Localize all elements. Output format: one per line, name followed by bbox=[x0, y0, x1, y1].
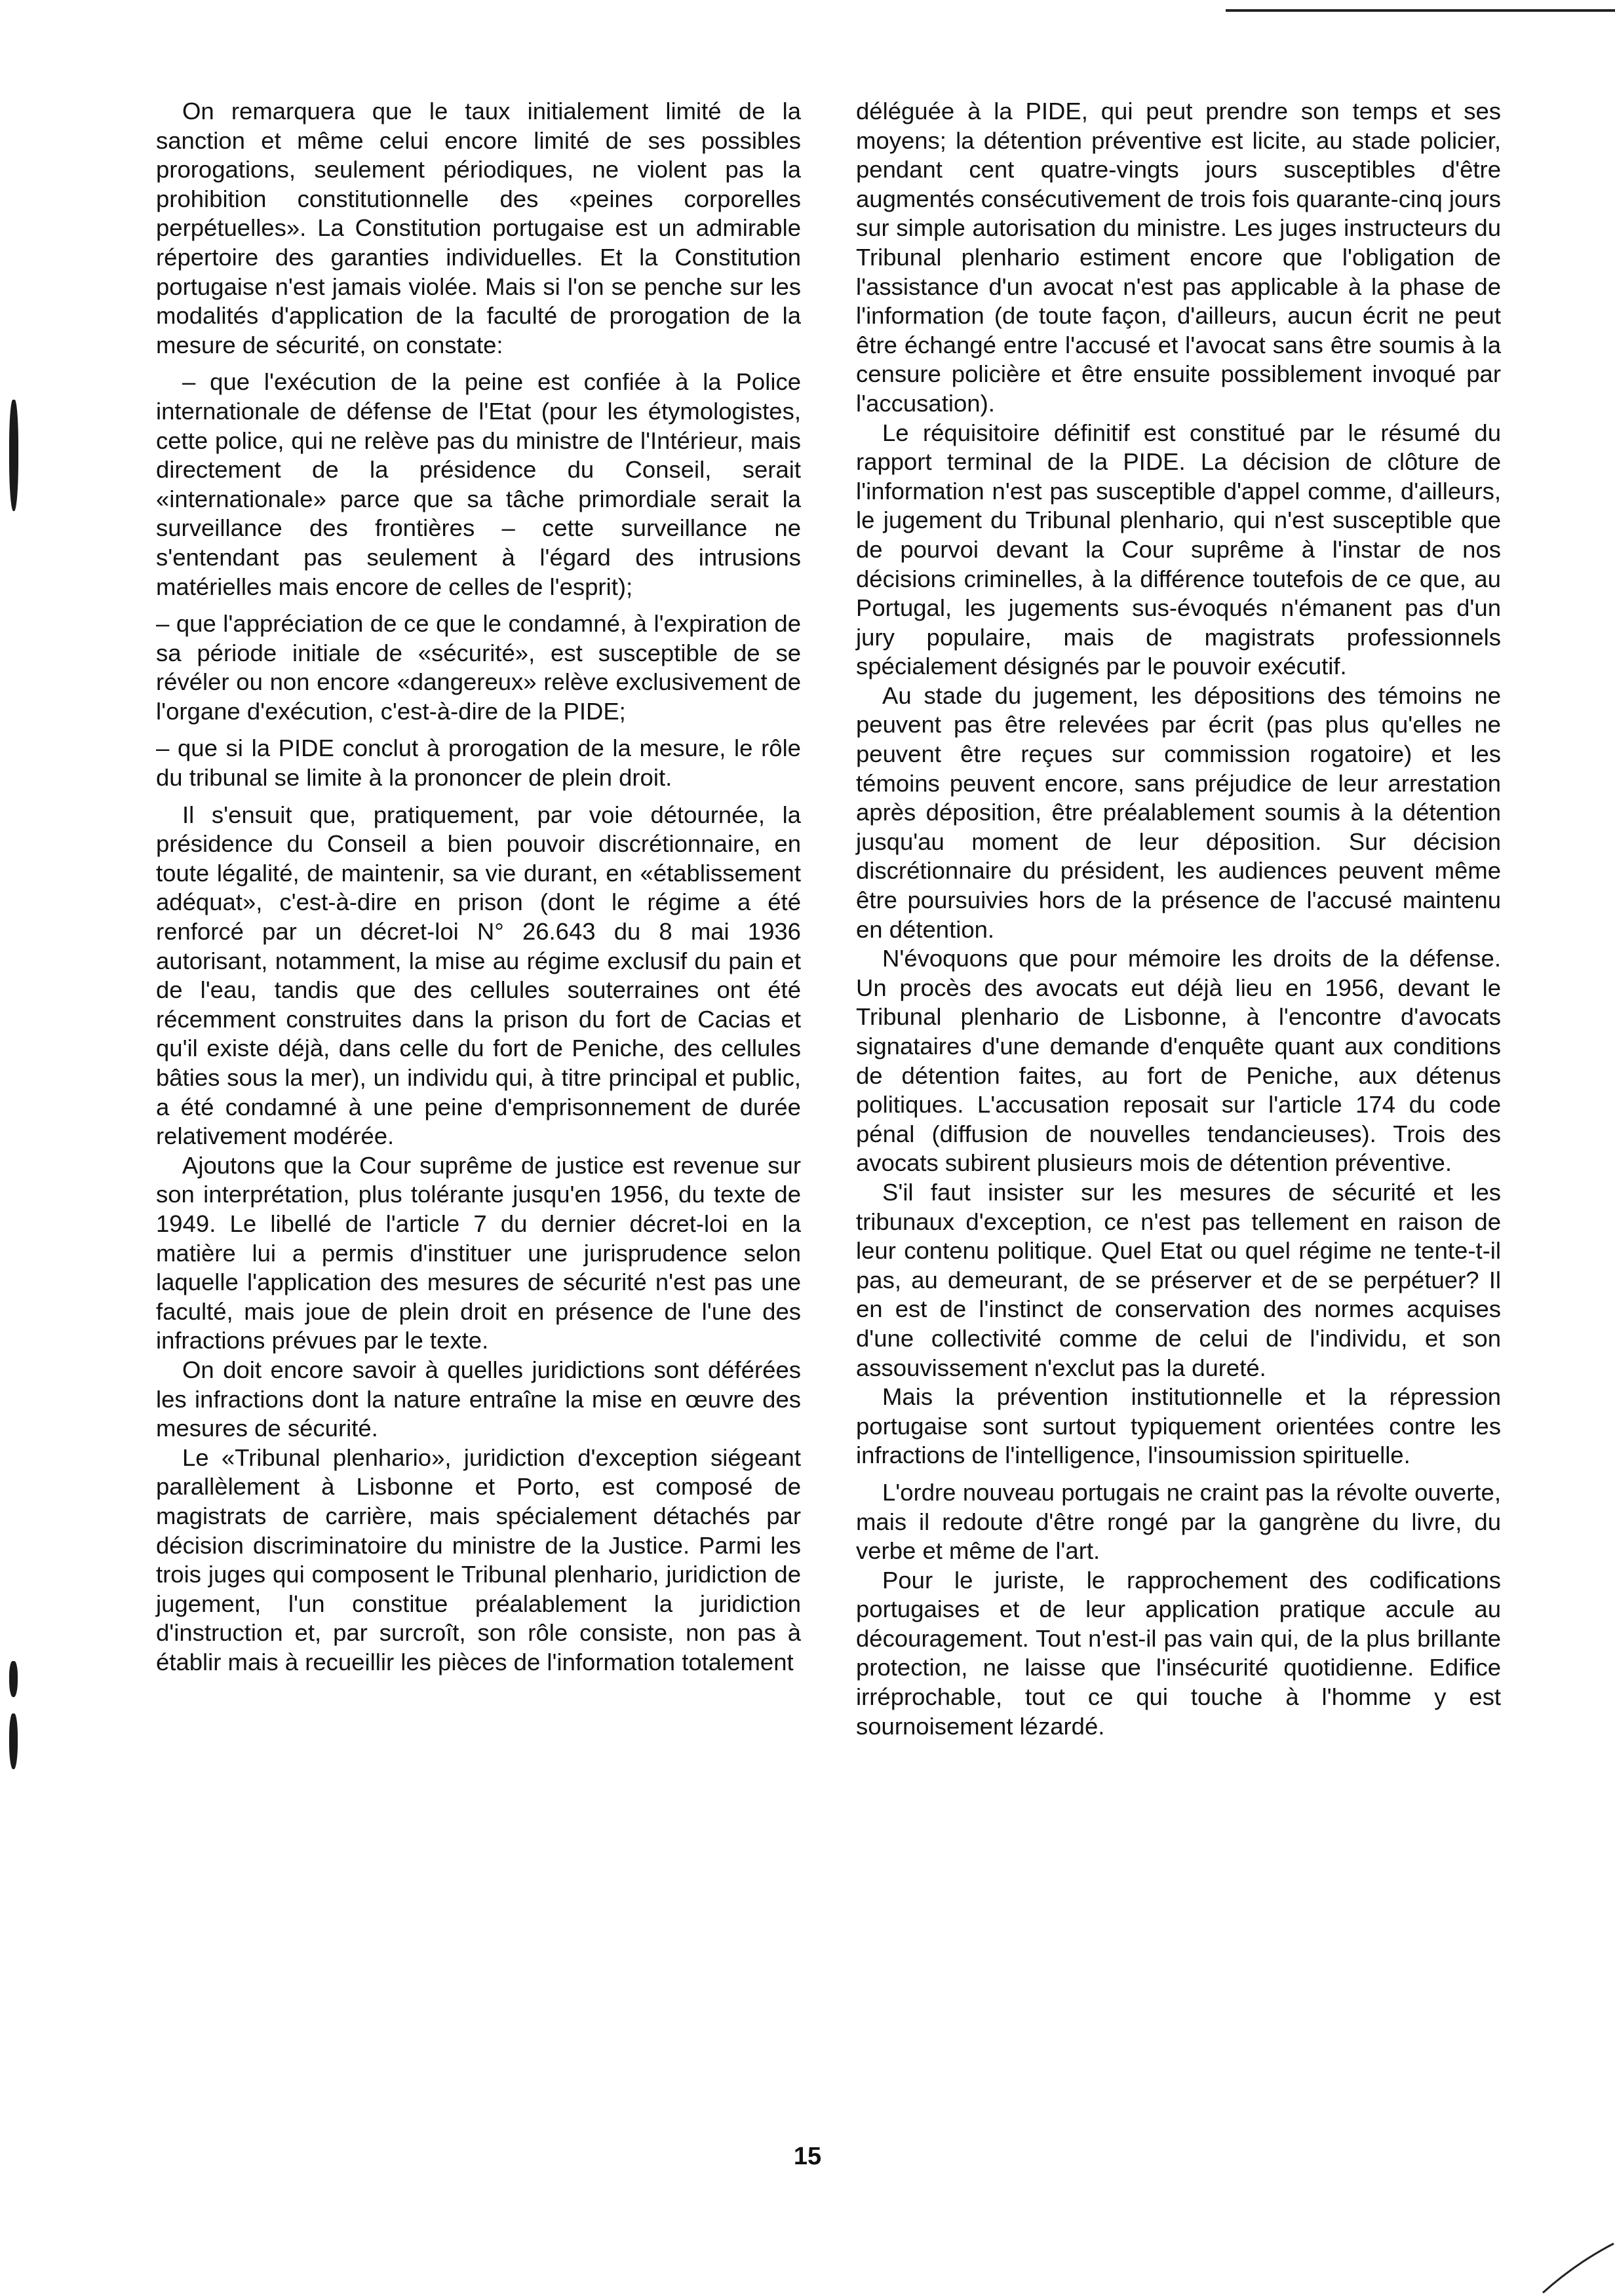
paragraph: Pour le juriste, le rapprochement des codifications portugaises et de leur application pratique accule au découragement. Tout n'est-il pas vain qui, de la plus brillante protection, ne laisse que l'insécurité quotidienne. Edifice irréprochable, tout ce qui touche à l'homme y est sournoisement lézardé. bbox=[856, 1566, 1501, 1740]
paragraph: déléguée à la PIDE, qui peut prendre son temps et ses moyens; la détention préventive est licite, au stade policier, pendant cent quatre-vingts jours susceptibles d'être augmentés consécutivement de trois fois quarante-cinq jours sur simple autorisation du ministre. Les juges instructeurs du Tribunal plenhario estiment encore que l'obligation de l'assistance d'un avocat n'est pas applicable à la phase de l'information (de toute façon, d'ailleurs, aucun écrit ne peut être échangé entre l'accusé et l'avocat sans être soumis à la censure policière et être ensuite possiblement invoqué par l'accusation). bbox=[856, 98, 1502, 417]
list-item: – que l'exécution de la peine est confiée à la Police internationale de défense de l'Etat (pour les étymologistes, cette police, qui ne relève pas du ministre de l'Intérieur, mais directement de la présidence du Conseil, serait «internationale» parce que sa tâche primordiale serait la surveillance des frontières – cette surveillance ne s'entendant pas seulement à l'égard des intrusions matérielles mais encore de celles de l'esprit); bbox=[156, 368, 801, 600]
list-item: – que si la PIDE conclut à prorogation de la mesure, le rôle du tribunal se limite à la prononcer de plein droit. bbox=[156, 735, 801, 792]
paragraph: On remarquera que le taux initialement limité de la sanction et même celui encore limité de ses possibles prorogations, seulement périodiques, ne violent pas la prohibition constitutionnelle des «peines corporelles perpétuelles». La Constitution portugaise est un admirable répertoire des garanties individuelles. Et la Constitution portugaise n'est jamais violée. Mais si l'on se penche sur les modalités d'application de la faculté de prorogation de la mesure de sécurité, on constate: bbox=[156, 98, 801, 358]
paragraph: Le réquisitoire définitif est constitué par le résumé du rapport terminal de la PIDE. La décision de clôture de l'information n'est pas susceptible d'appel comme, d'ailleurs, le jugement du Tribunal plenhario, qui n'est susceptible que de pourvoi devant la Cour suprême à l'instar de nos décisions criminelles, à la différence toutefois de ce que, au Portugal, les jugements sus-évoqués n'émanent pas d'un jury populaire, mais de magistrats professionnels spécialement désignés par le pouvoir exécutif. bbox=[856, 419, 1501, 680]
left-column bbox=[156, 97, 801, 1677]
margin-mark-top bbox=[9, 400, 18, 511]
paragraph: N'évoquons que pour mémoire les droits de la défense. Un procès des avocats eut déjà lieu en 1956, devant le Tribunal plenhario de Lisbonne, à l'encontre d'avocats signataires d'une demande d'enquête quant aux conditions de détention faites, au fort de Peniche, aux détenus politiques. L'accusation reposait sur l'article 174 du code pénal (diffusion de nouvelles tendancieuses). Trois des avocats subirent plusieurs mois de détention préventive. bbox=[856, 945, 1501, 1177]
paragraph: Il s'ensuit que, pratiquement, par voie détournée, la présidence du Conseil a bien pouvoir discrétionnaire, en toute légalité, de maintenir, sa vie durant, en «établissement adéquat», c'est-à-dire en prison (dont le régime a été renforcé par un décret-loi N° 26.643 du 8 mai 1936 autorisant, notamment, la mise au régime exclusif du pain et de l'eau, tandis que des cellules souterraines ont été récemment construites dans la prison du fort de Cacias et qu'il existe déjà, dans celle du fort de Peniche, des cellules bâties sous la mer), un individu qui, à titre principal et public, a été condamné à une peine d'emprisonnement de durée relativement modérée. bbox=[156, 801, 801, 1150]
paragraph: Le «Tribunal plenhario», juridiction d'exception siégeant parallèlement à Lisbonne et Porto, est composé de magistrats de carrière, mais spécialement détachés par décision discriminatoire du ministre de la Justice. Parmi les trois juges qui composent le Tribunal plenhario, juridiction de jugement, l'un constitue préalablement la juridiction d'instruction et, par surcroît, son rôle consiste, non pas à établir mais à recueillir les pièces de l'information totalement bbox=[156, 1444, 801, 1675]
paragraph: Mais la prévention institutionnelle et la répression portugaise sont surtout typiquement orientées contre les infractions de l'intelligence, l'insoumission spirituelle. bbox=[856, 1383, 1501, 1469]
corner-stroke-mark bbox=[1536, 2217, 1615, 2296]
header-rule bbox=[1226, 9, 1615, 12]
margin-mark-bottom bbox=[9, 1713, 18, 1769]
margin-mark-middle bbox=[9, 1661, 18, 1697]
paragraph: S'il faut insister sur les mesures de sécurité et les tribunaux d'exception, ce n'est pas tellement en raison de leur contenu politique. Quel Etat ou quel régime ne tente-t-il pas, au demeurant, de se préserver et de se perpétuer? Il en est de l'instinct de conservation des normes acquises d'une collectivité comme de celui de l'individu, et son assouvissement n'exclut pas la dureté. bbox=[856, 1178, 1501, 1381]
paragraph: L'ordre nouveau portugais ne craint pas la révolte ouverte, mais il redoute d'être rongé par la gangrène du livre, du verbe et même de l'art. bbox=[856, 1478, 1501, 1565]
list-item: – que l'appréciation de ce que le condamné, à l'expiration de sa période initiale de «sécurité», est susceptible de se révéler ou non encore «dangereux» relève exclusivement de l'organe d'exécution, c'est-à-dire de la PIDE; bbox=[156, 610, 801, 725]
paragraph: On doit encore savoir à quelles juridictions sont déférées les infractions dont la nature entraîne la mise en œuvre des mesures de sécurité. bbox=[156, 1356, 801, 1442]
right-column bbox=[856, 97, 1501, 1741]
paragraph: Ajoutons que la Cour suprême de justice est revenue sur son interprétation, plus tolérante jusqu'en 1956, du texte de 1949. Le libellé de l'article 7 du dernier décret-loi en la matière lui a permis d'instituer une jurisprudence selon laquelle l'application des mesures de sécurité n'est pas une faculté, mais joue de plein droit en présence de l'une des infractions prévues par le texte. bbox=[156, 1151, 801, 1354]
page-number: 15 bbox=[793, 2143, 822, 2170]
paragraph: Au stade du jugement, les dépositions des témoins ne peuvent pas être relevées par écrit (pas plus qu'elles ne peuvent être reçues sur commission rogatoire) et les témoins peuvent encore, sans préjudice de leur arrestation après déposition, être préalablement soumis à la détention jusqu'au moment de leur déposition. Sur décision discrétionnaire du président, les audiences peuvent même être poursuivies hors de la présence de l'accusé maintenu en détention. bbox=[856, 681, 1501, 943]
